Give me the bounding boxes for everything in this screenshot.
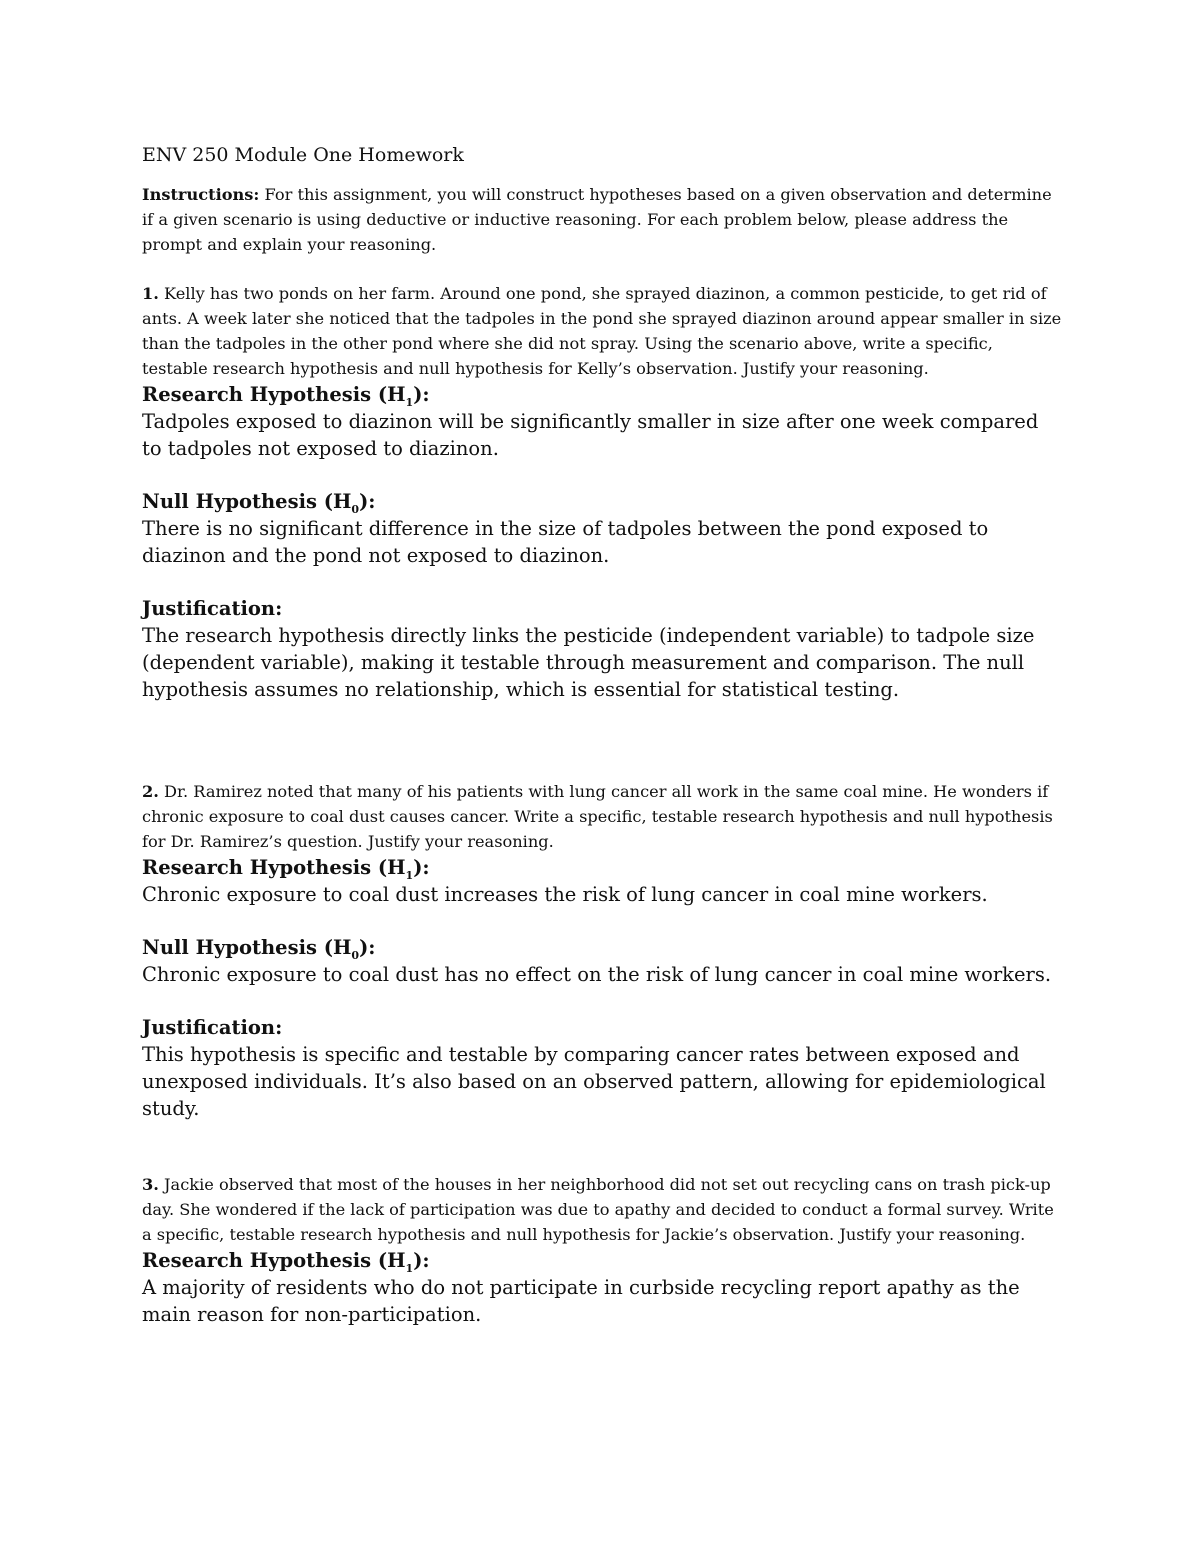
problem-3-prompt-text: Jackie observed that most of the houses in her neighborhood did not set out recycling cans on trash pick-up day. She wondered if the lack of participation was due to apathy and decided to conduct a formal survey. Write a specific, testable research hypothesis and null hypothesis for Jackie’s observation. Justify your reasoning. xyxy=(142,1175,1054,1244)
document-page xyxy=(142,142,1062,1328)
problem-1-justification: The research hypothesis directly links the pesticide (independent variable) to tadpole size (dependent variable), making it testable through measurement and comparison. The null hypothesis assumes no relationship, which is essential for statistical testing. xyxy=(142,624,1035,701)
problem-3 xyxy=(142,1172,1062,1328)
instructions xyxy=(142,182,1062,257)
problem-2-prompt-text: Dr. Ramirez noted that many of his patients with lung cancer all work in the same coal mine. He wonders if chronic exposure to coal dust causes cancer. Write a specific, testable research hypothesis and null hypothesis for Dr. Ramirez’s question. Justify your reasoning. xyxy=(142,782,1053,851)
problem-2 xyxy=(142,779,1062,1122)
problem-2-justification-heading: Justification: xyxy=(142,1016,283,1039)
problem-1-null-heading: Null Hypothesis $(H_0)$: xyxy=(142,490,376,516)
problem-2-justification: This hypothesis is specific and testable by comparing cancer rates between exposed and unexposed individuals. It’s also based on an observed pattern, allowing for epidemiological study. xyxy=(142,1043,1046,1120)
problem-1-null-hypothesis: There is no significant difference in the size of tadpoles between the pond exposed to diazinon and the pond not exposed to diazinon. xyxy=(142,517,989,567)
problem-1 xyxy=(142,281,1062,703)
problem-3-research-hypothesis: A majority of residents who do not participate in curbside recycling report apathy as the main reason for non-participation. xyxy=(142,1276,1020,1326)
problem-3-prompt xyxy=(142,1172,1062,1247)
problem-2-null-hypothesis: Chronic exposure to coal dust has no effect on the risk of lung cancer in coal mine workers. xyxy=(142,963,1052,986)
problem-3-number: 3. xyxy=(142,1175,159,1194)
problem-3-research-heading: Research Hypothesis $(H_1)$: xyxy=(142,1249,430,1275)
problem-1-prompt-text: Kelly has two ponds on her farm. Around one pond, she sprayed diazinon, a common pesticide, to get rid of ants. A week later she noticed that the tadpoles in the pond she sprayed diazinon around appear smaller in size than the tadpoles in the other pond where she did not spray. Using the scenario above, write a specific, testable research hypothesis and null hypothesis for Kelly’s observation. Justify your reasoning. xyxy=(142,284,1062,378)
instructions-text: For this assignment, you will construct hypotheses based on a given observation and determine if a given scenario is using deductive or inductive reasoning. For each problem below, please address the prompt and explain your reasoning. xyxy=(142,185,1052,254)
problem-1-number: 1. xyxy=(142,284,159,303)
problem-1-prompt xyxy=(142,281,1062,381)
problem-2-number: 2. xyxy=(142,782,159,801)
problem-2-research-heading: Research Hypothesis $(H_1)$: xyxy=(142,856,430,882)
problem-2-prompt xyxy=(142,779,1062,854)
problem-1-research-heading: Research Hypothesis $(H_1)$: xyxy=(142,383,430,409)
problem-2-research-hypothesis: Chronic exposure to coal dust increases the risk of lung cancer in coal mine workers. xyxy=(142,883,988,906)
problem-2-null-heading: Null Hypothesis $(H_0)$: xyxy=(142,936,376,962)
problem-1-justification-heading: Justification: xyxy=(142,597,283,620)
document-title: ENV 250 Module One Homework xyxy=(142,144,464,166)
instructions-label: Instructions: xyxy=(142,185,260,204)
problem-1-research-hypothesis: Tadpoles exposed to diazinon will be significantly smaller in size after one week compared to tadpoles not exposed to diazinon. xyxy=(142,410,1039,460)
